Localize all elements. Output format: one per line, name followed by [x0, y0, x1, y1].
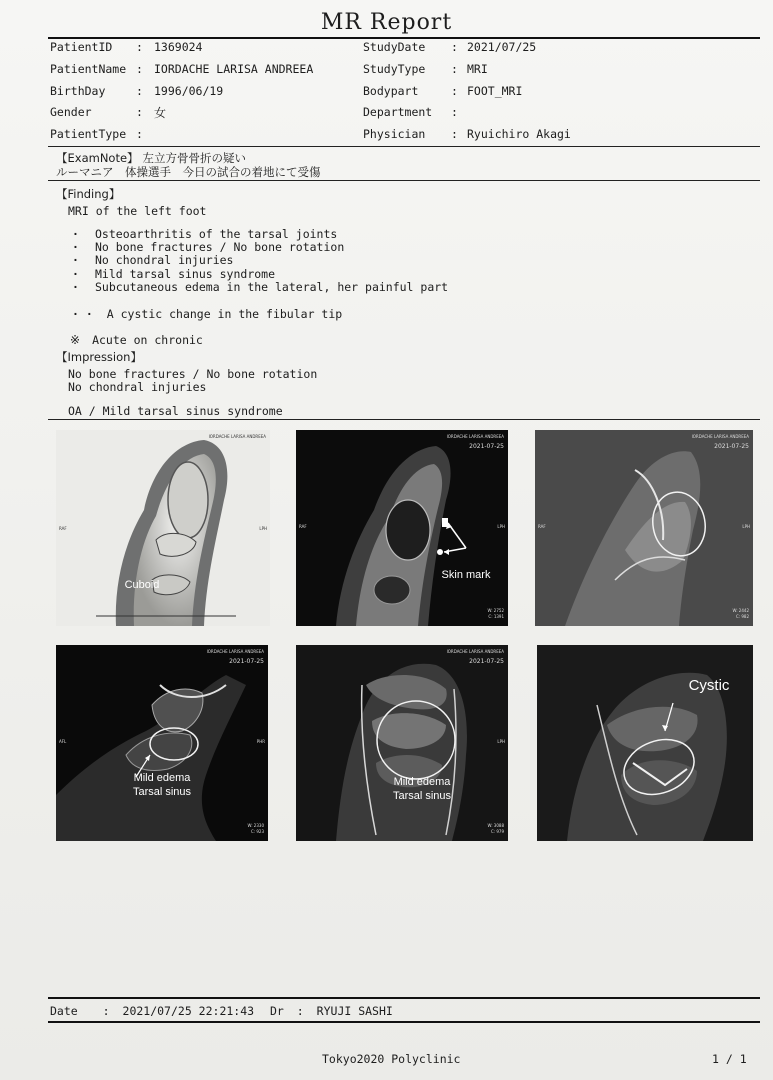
annotation-line1: Mild edema: [133, 772, 191, 784]
overlay-date: 2021-07-25: [714, 443, 749, 450]
overlay-patient: IORDACHE LARISA ANDREEA: [446, 649, 504, 654]
mri-image-3: [535, 430, 753, 626]
bodypart-value: FOOT_MRI: [467, 84, 523, 98]
overlay-patient: IORDACHE LARISA ANDREEA: [691, 434, 749, 439]
info-divider: [48, 146, 760, 147]
overlay-center: C: 982: [735, 614, 749, 619]
mri-foot-sagittal-4: [56, 645, 268, 841]
overlay-left: RAF: [59, 526, 67, 531]
report-page: MR Report PatientID : 1369024 PatientName : IORDACHE LARISA ANDREEA BirthDay : 1996/06/19 Gender : 女 PatientType : StudyDate : 2021/07/25 StudyType : MRI Bodypart : FOOT_MRI Department : Physician : Ryuichiro Akagi 【ExamNote】 左立方骨骨折の疑い ルーマニア 体操選手 今日の試合の着地にて受傷 【Finding】 MRI of the left foot · Osteoarthritis of the tarsal joints · No bone fractures / No bone rotation · No chondral injuries · Mild tarsal sinus syndrome · Subcutaneous edema in the lateral, her painful part · · A cystic change in the fibular tip ※ Acute on chronic 【Impression】 No bone fractures / No bone rotation No chondral injuries OA / Mild tarsal sinus syndrome IORDACHE LARISA ANDREEA RAF LPH Cuboid IORDACHE LARISA ANDREEA 2021-07-25 RAF LPH W: 2752 C: 1391 Skin mark IORDACHE LARISA ANDREEA 2021-07-25 RAF LPH W: 2442 C: 982 IORDACHE LARISA ANDREEA 2021-07-25 AFL PHR W: 2330 C: 923 Mild edema Tarsal sinus IORDACHE LARISA ANDREEA 2021-07-25 LPH W: 3088 C: 979 Mild edema Tarsal sinus Cystic Date : 2021/07/25 22:21:43 Dr : RYUJI SASHI Tokyo2020 Polyclinic 1 / 1: [0, 0, 773, 1080]
finding-item: · No bone fractures / No bone rotation: [70, 241, 448, 254]
finding-item: · Osteoarthritis of the tarsal joints: [70, 228, 448, 241]
footer-page-number: 1 / 1: [712, 1052, 747, 1066]
mri-foot-coronal-6: [537, 645, 753, 841]
finding-item: · No chondral injuries: [70, 254, 448, 267]
overlay-center: C: 923: [250, 829, 264, 834]
finding-sub-item: · · A cystic change in the fibular tip: [72, 307, 343, 321]
study-date-value: 2021/07/25: [467, 40, 537, 54]
annotation-line2: Tarsal sinus: [132, 786, 192, 798]
overlay-date: 2021-07-25: [469, 658, 504, 665]
footer-dr-value: RYUJI SASHI: [316, 1004, 393, 1018]
mri-foot-coronal-5: [296, 645, 508, 841]
footer-bottom-divider: [48, 1021, 760, 1023]
note-mark: ※: [70, 333, 81, 347]
gender-label: Gender: [50, 105, 92, 119]
birthday-value: 1996/06/19: [154, 84, 224, 98]
overlay-left: RAF: [538, 524, 546, 529]
impression-line2: No chondral injuries: [68, 380, 207, 394]
annotation-skin-mark: Skin mark: [441, 569, 491, 581]
gender-value: 女: [154, 106, 167, 120]
exam-note-text2: ルーマニア 体操選手 今日の試合の着地にて受傷: [56, 165, 321, 179]
footer-doctor-row: Dr : RYUJI SASHI: [270, 1004, 393, 1018]
finding-sub-text: A cystic change in the fibular tip: [106, 307, 343, 321]
impression-divider: [48, 419, 760, 420]
overlay-left: AFL: [59, 739, 67, 744]
impression-line1: No bone fractures / No bone rotation: [68, 367, 318, 381]
patient-type-label: PatientType: [50, 127, 127, 141]
overlay-window: W: 3088: [487, 823, 504, 828]
mri-image-5: [296, 645, 508, 841]
mri-image-4: [56, 645, 268, 841]
overlay-window: W: 2330: [247, 823, 264, 828]
finding-note-text: Acute on chronic: [92, 333, 203, 347]
mri-image-6: [537, 645, 753, 841]
overlay-right: LPH: [497, 739, 505, 744]
title-divider: [48, 37, 760, 39]
footer-clinic: Tokyo2020 Polyclinic: [322, 1052, 461, 1066]
annotation-edema-5: [382, 775, 462, 803]
footer-dr-label: Dr: [270, 1004, 284, 1018]
annotation-edema-4: [122, 771, 202, 799]
overlay-center: C: 1391: [488, 614, 504, 619]
mri-image-2: [296, 430, 508, 626]
study-date-label: StudyDate: [363, 40, 426, 54]
finding-item: · Mild tarsal sinus syndrome: [70, 268, 448, 281]
patient-name-value: IORDACHE LARISA ANDREEA: [154, 62, 314, 76]
footer-top-divider: [48, 997, 760, 999]
mri-image-1: [56, 430, 270, 626]
birthday-label: BirthDay: [50, 84, 106, 98]
overlay-right: LPH: [259, 526, 267, 531]
physician-value: Ryuichiro Akagi: [467, 127, 571, 141]
annotation-cuboid: Cuboid: [124, 579, 160, 591]
patient-id-value: 1369024: [154, 40, 203, 54]
overlay-patient: IORDACHE LARISA ANDREEA: [208, 434, 266, 439]
mri-foot-sagittal-2: [296, 430, 508, 626]
finding-label: 【Finding】: [56, 187, 121, 201]
impression-label: 【Impression】: [56, 350, 142, 364]
study-type-value: MRI: [467, 62, 488, 76]
finding-note: [70, 333, 203, 347]
overlay-left: RAF: [299, 524, 307, 529]
finding-intro: MRI of the left foot: [68, 204, 207, 218]
overlay-right: LPH: [497, 524, 505, 529]
footer-date-row: Date : 2021/07/25 22:21:43: [50, 1004, 255, 1018]
report-title: MR Report: [320, 10, 453, 35]
exam-note-text1: 左立方骨骨折の疑い: [142, 151, 247, 165]
impression-line3: OA / Mild tarsal sinus syndrome: [68, 404, 283, 418]
overlay-date: 2021-07-25: [469, 443, 504, 450]
finding-item: · Subcutaneous edema in the lateral, her painful part: [70, 281, 448, 294]
mri-foot-sagittal-1: [56, 430, 270, 626]
finding-list: [70, 228, 448, 294]
overlay-right: LPH: [742, 524, 750, 529]
annotation-cystic: Cystic: [688, 677, 730, 694]
overlay-patient: IORDACHE LARISA ANDREEA: [206, 649, 264, 654]
overlay-date: 2021-07-25: [229, 658, 264, 665]
study-type-label: StudyType: [363, 62, 426, 76]
bodypart-label: Bodypart: [363, 84, 419, 98]
annotation-line2: Tarsal sinus: [392, 790, 452, 802]
overlay-patient: IORDACHE LARISA ANDREEA: [446, 434, 504, 439]
annotation-line1: Mild edema: [393, 776, 451, 788]
overlay-center: C: 979: [490, 829, 504, 834]
department-label: Department: [363, 105, 433, 119]
mri-foot-sagittal-3: [535, 430, 753, 626]
footer-date-label: Date: [50, 1004, 78, 1018]
patient-name-label: PatientName: [50, 62, 127, 76]
footer-date-value: 2021/07/25 22:21:43: [122, 1004, 255, 1018]
overlay-right: PHR: [256, 739, 265, 744]
exam-note-label: 【ExamNote】: [56, 151, 139, 165]
physician-label: Physician: [363, 127, 426, 141]
exam-divider: [48, 180, 760, 181]
overlay-window: W: 2752: [487, 608, 504, 613]
patient-id-label: PatientID: [50, 40, 113, 54]
overlay-window: W: 2442: [732, 608, 749, 613]
